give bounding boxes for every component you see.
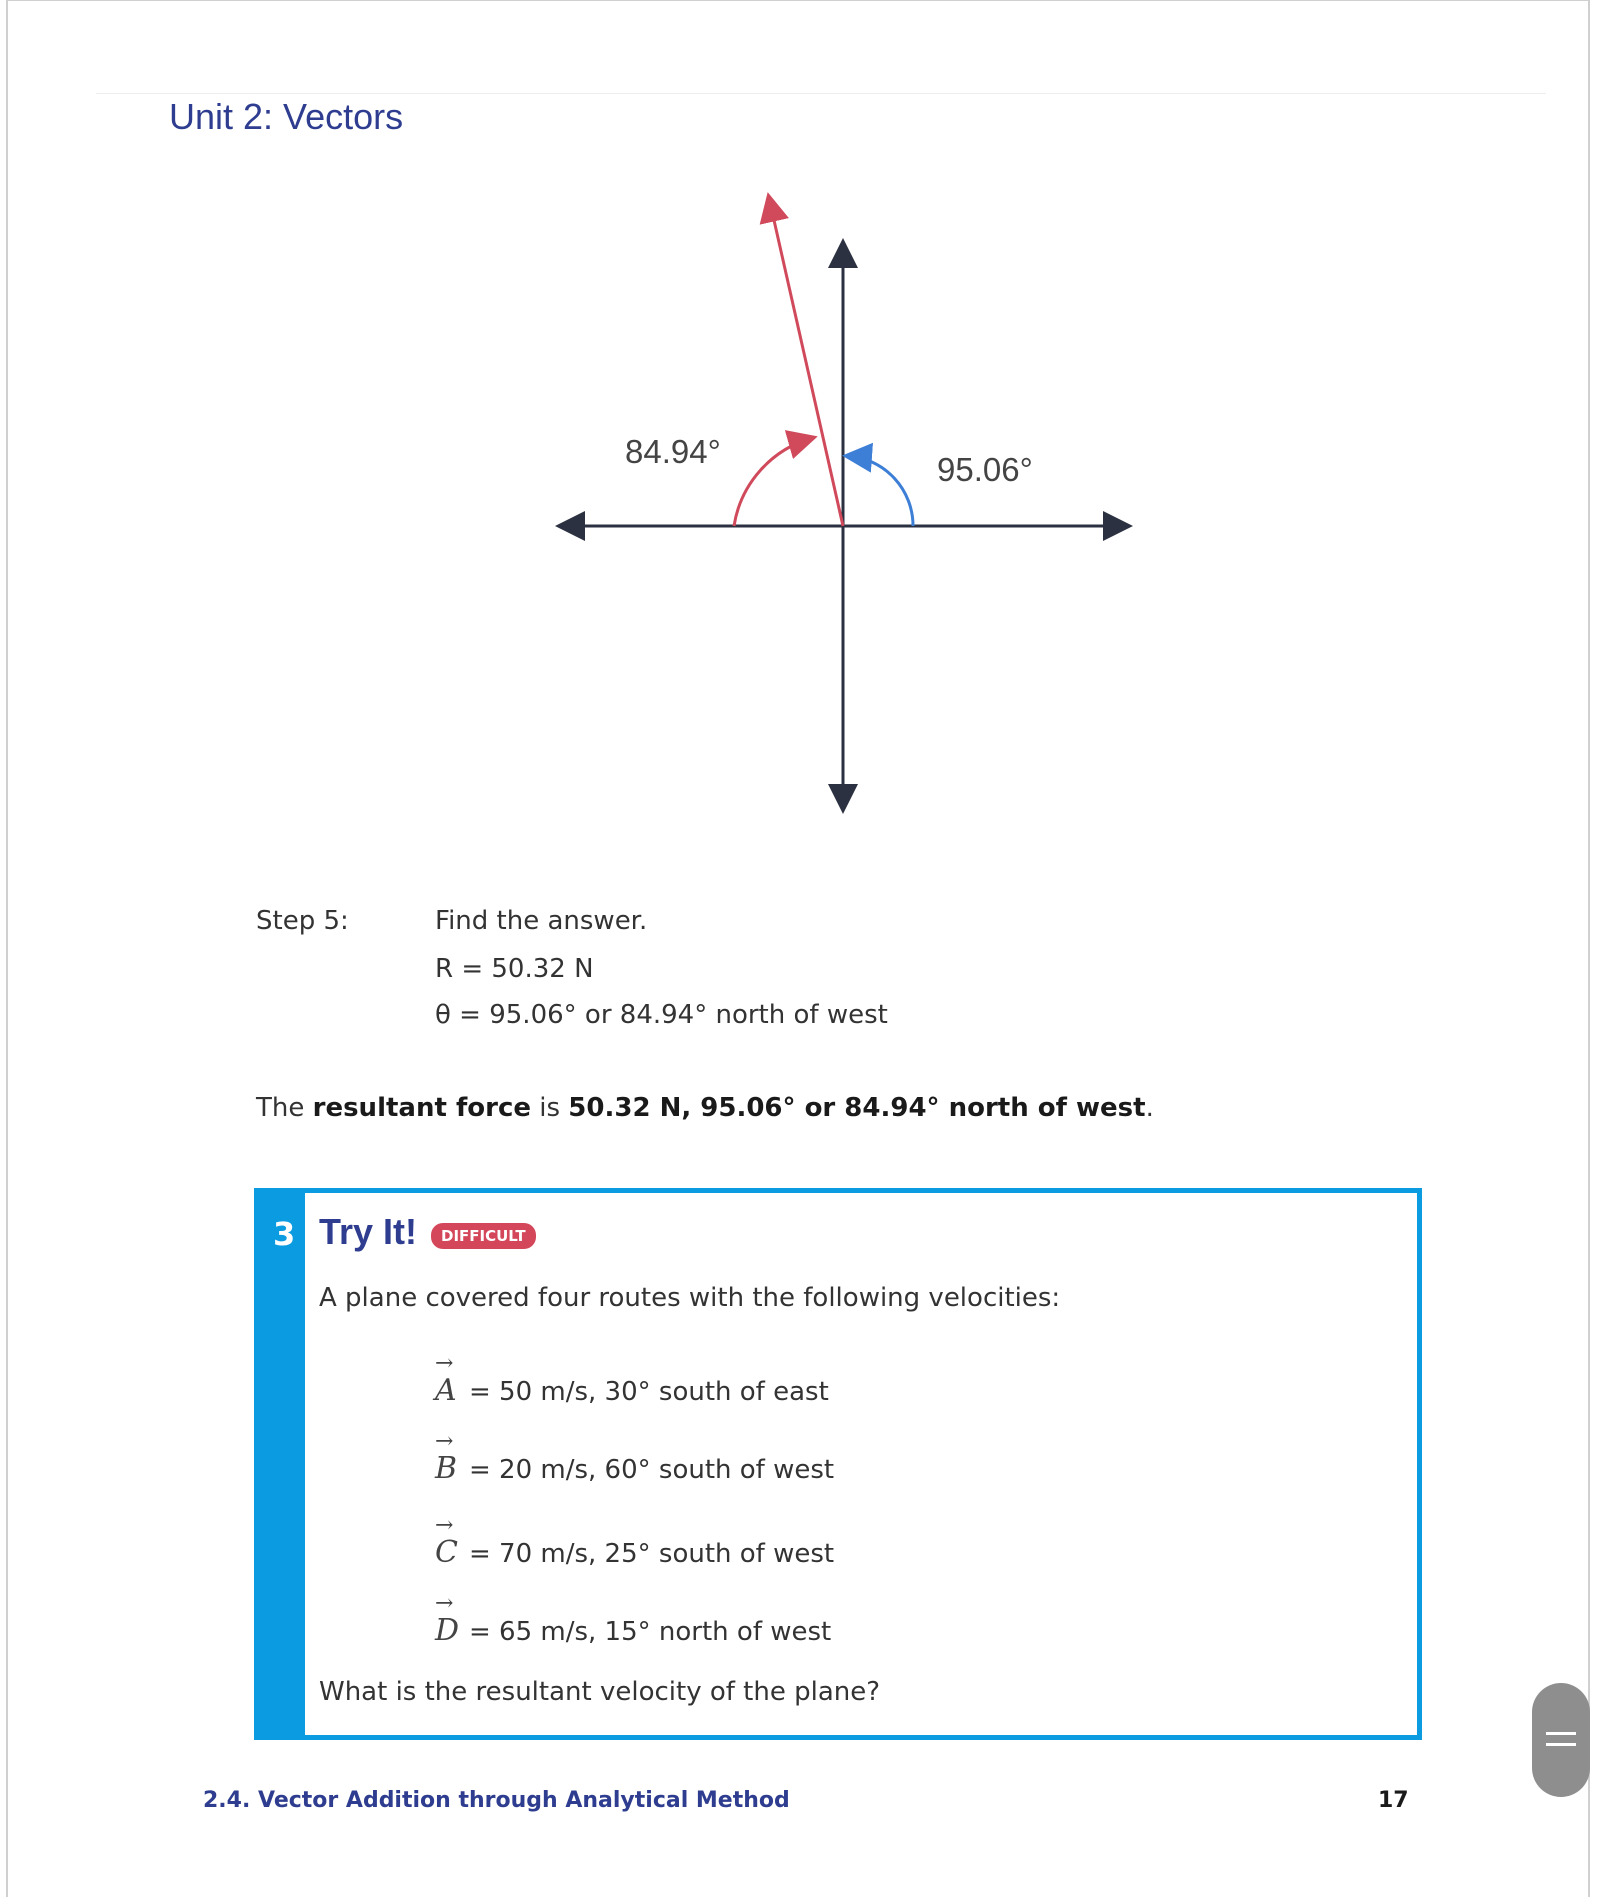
try-it-title: Try It!: [319, 1211, 418, 1252]
step-label: Step 5:: [256, 906, 349, 936]
vector-arrow-icon: →: [435, 1351, 454, 1376]
unit-title: Unit 2: Vectors: [169, 96, 404, 137]
try-it-sidebar: [259, 1193, 305, 1735]
grip-line-icon: [1546, 1743, 1576, 1746]
footer-section-title: 2.4. Vector Addition through Analytical Method: [203, 1788, 790, 1813]
angle-left-label: 84.94°: [625, 433, 721, 470]
vector-arrow-icon: →: [435, 1513, 454, 1538]
step-instruction: Find the answer.: [435, 906, 648, 936]
vector-value: = 50 m/s, 30° south of east: [469, 1377, 829, 1407]
vector-symbol: → B: [435, 1429, 458, 1486]
try-it-prompt: A plane covered four routes with the following velocities:: [319, 1283, 1061, 1313]
scrollbar-handle[interactable]: [1532, 1683, 1590, 1797]
conclusion-mid: is: [530, 1093, 569, 1123]
vector-value: = 20 m/s, 60° south of west: [469, 1455, 835, 1485]
vector-symbol: → C: [435, 1513, 458, 1570]
angle-arc-right: [848, 456, 913, 526]
conclusion-suffix: .: [1145, 1093, 1154, 1123]
resultant-vector: [769, 198, 843, 526]
difficulty-badge: DIFFICULT: [431, 1223, 536, 1249]
angle-right-label: 95.06°: [937, 451, 1033, 488]
try-it-question: What is the resultant velocity of the plane?: [319, 1677, 881, 1707]
conclusion-value: 50.32 N, 95.06° or 84.94° north of west: [568, 1093, 1146, 1123]
try-it-number: 3: [273, 1215, 296, 1253]
try-it-box: [254, 1188, 1422, 1740]
vector-value: = 65 m/s, 15° north of west: [469, 1617, 832, 1647]
step-direction: θ = 95.06° or 84.94° north of west: [435, 1000, 888, 1030]
conclusion: [256, 1093, 1154, 1123]
vector-arrow-icon: →: [435, 1429, 454, 1454]
conclusion-term: resultant force: [312, 1093, 531, 1123]
grip-line-icon: [1546, 1732, 1576, 1735]
vector-diagram: [0, 0, 1600, 900]
vector-value: = 70 m/s, 25° south of west: [469, 1539, 835, 1569]
vector-symbol: → A: [435, 1351, 457, 1408]
step-magnitude: R = 50.32 N: [435, 954, 594, 984]
conclusion-prefix: The: [256, 1093, 313, 1123]
vector-symbol: → D: [435, 1591, 460, 1648]
vector-arrow-icon: →: [435, 1591, 454, 1616]
angle-arc-left: [734, 438, 812, 526]
page-number: 17: [1378, 1788, 1409, 1813]
